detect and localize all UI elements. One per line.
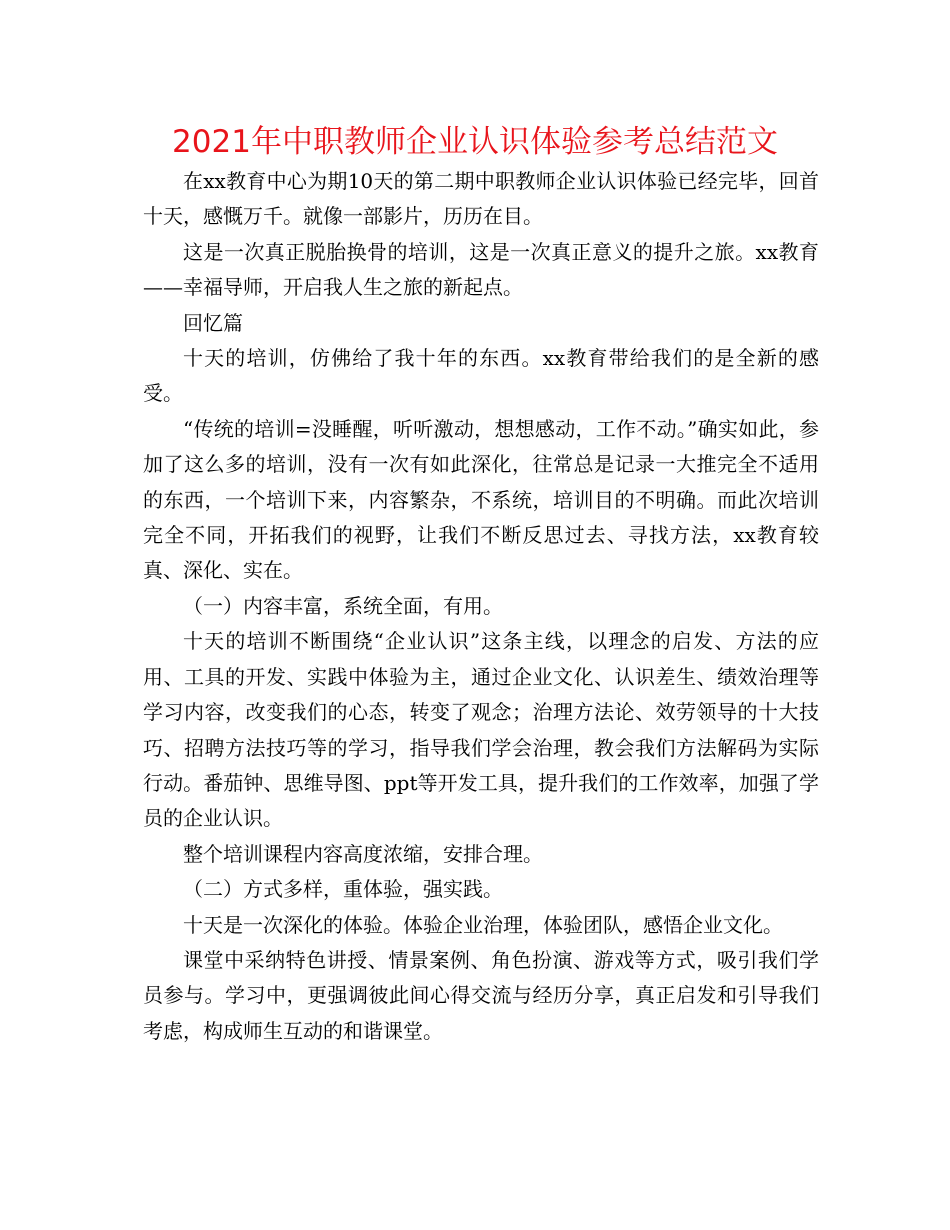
paragraph-ten-days: 十天的培训，仿佛给了我十年的东西。xx教育带给我们的是全新的感受。 xyxy=(143,346,819,406)
paragraph-training-mainline: 十天的培训不断围绕“企业认识”这条主线，以理念的启发、方法的应用、工具的开发、实践中体验为主，通过企业文化、认识差生、绩效治理等学习内容，改变我们的心态，转变了观念；治理方法论、效劳领导的十大技巧、招聘方法技巧等的学习，指导我们学会治理，教会我们方法解码为实际行动。番茄钟、思维导图、ppt等开发工具，提升我们的工作效率，加强了学员的企业认识。 xyxy=(143,629,819,831)
subheading-diverse-methods: （二）方式多样，重体验，强实践。 xyxy=(183,877,503,902)
paragraph-deep-experience: 十天是一次深化的体验。体验企业治理，体验团队，感悟企业文化。 xyxy=(183,912,783,937)
paragraph-traditional-training: “传统的培训=没睡醒，听听激动，想想感动，工作不动。”确实如此，参加了这么多的培训，没有一次有如此深化，往常总是记录一大推完全不适用的东西，一个培训下来，内容繁杂，不系统，培训目的不明确。而此次培训完全不同，开拓我们的视野，让我们不断反思过去、寻找方法，xx教育较真、深化、实在。 xyxy=(143,416,819,583)
paragraph-upgrade: 这是一次真正脱胎换骨的培训，这是一次真正意义的提升之旅。xx教育——幸福导师，开启我人生之旅的新起点。 xyxy=(143,239,819,300)
paragraph-intro: 在xx教育中心为期10天的第二期中职教师企业认识体验已经完毕，回首十天，感慨万千。就像一部影片，历历在目。 xyxy=(143,169,819,229)
document-body xyxy=(143,164,819,1049)
section-heading-recollection: 回忆篇 xyxy=(183,310,243,335)
paragraph-course-condensed: 整个培训课程内容高度浓缩，安排合理。 xyxy=(183,841,543,866)
subheading-content-rich: （一）内容丰富，系统全面，有用。 xyxy=(183,593,503,618)
document-title: 2021年中职教师企业认识体验参考总结范文 xyxy=(172,124,778,160)
paragraph-classroom: 课堂中采纳特色讲授、情景案例、角色扮演、游戏等方式，吸引我们学员参与。学习中，更强调彼此间心得交流与经历分享，真正启发和引导我们考虑，构成师生互动的和谐课堂。 xyxy=(143,947,819,1043)
